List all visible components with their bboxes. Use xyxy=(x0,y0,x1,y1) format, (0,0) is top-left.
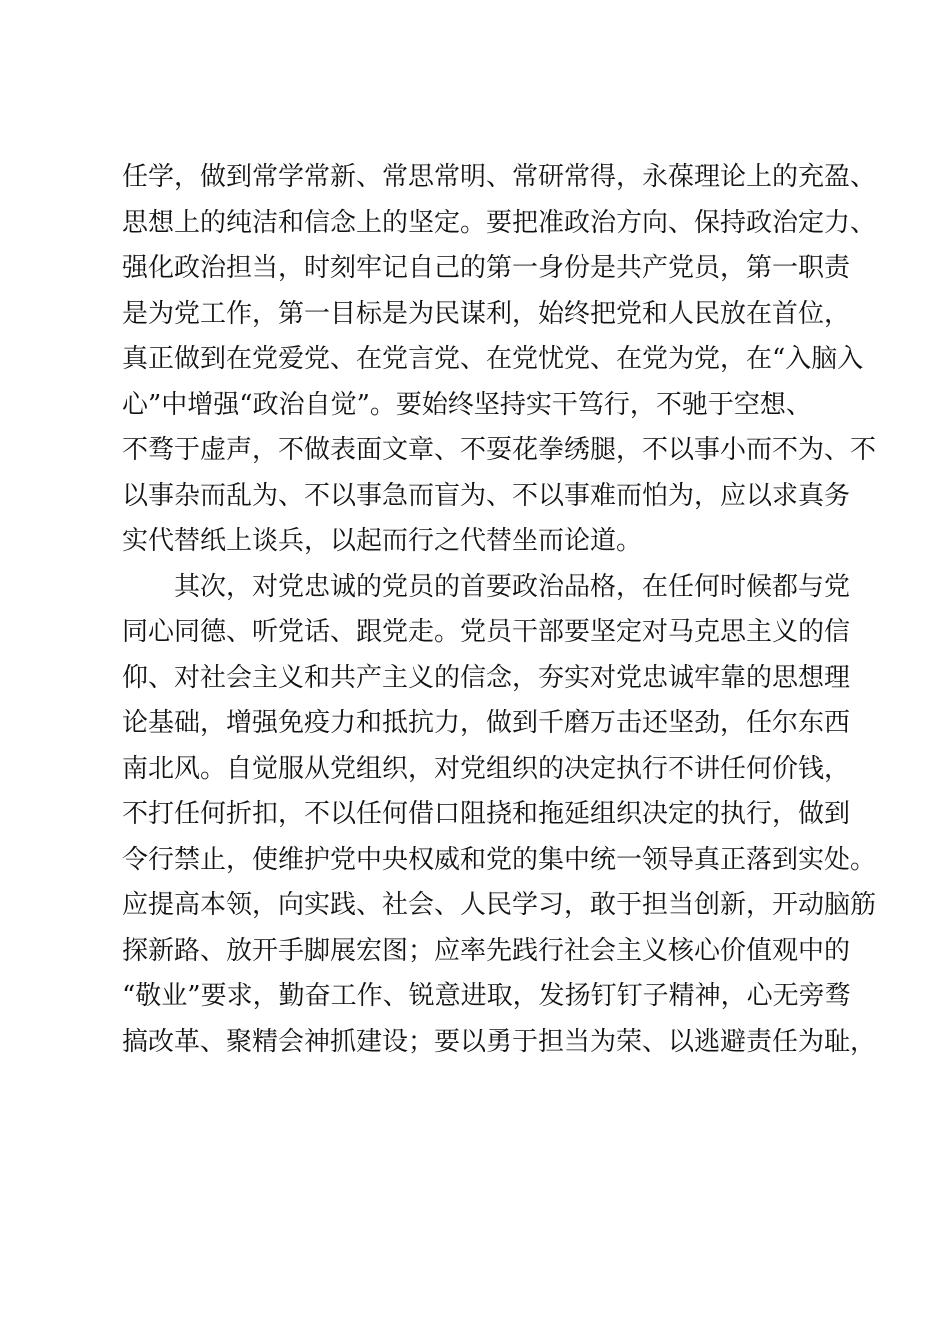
text-line: 不骛于虚声，不做表面文章、不耍花拳绣腿，不以事小而不为、不 xyxy=(122,435,877,465)
text-line: 仰、对社会主义和共产主义的信念，夯实对党忠诚牢靠的思想理 xyxy=(122,662,851,693)
text-line: 不打任何折扣，不以任何借口阻挠和拖延组织决定的执行，做到 xyxy=(122,799,851,829)
text-line: 应提高本领，向实践、社会、人民学习，敢于担当创新，开动脑筋 xyxy=(122,890,877,920)
text-line: 搞改革、聚精会神抓建设；要以勇于担当为荣、以逃避责任为耻， xyxy=(122,1026,877,1057)
text-line: “敬业”要求，勤奋工作、锐意进取，发扬钉钉子精神，心无旁骛 xyxy=(122,981,851,1011)
text-line: 心”中增强“政治自觉”。要始终坚持实干笃行，不驰于空想、 xyxy=(122,389,812,420)
text-line: 真正做到在党爱党、在党言党、在党忧党、在党为党，在“入脑入 xyxy=(122,344,864,374)
paragraph-start-line: 其次，对党忠诚的党员的首要政治品格，在任何时候都与党 xyxy=(174,571,851,602)
text-line: 实代替纸上谈兵，以起而行之代替坐而论道。 xyxy=(122,526,643,556)
text-line: 同心同德、听党话、跟党走。党员干部要坚定对马克思主义的信 xyxy=(122,617,851,647)
text-line: 强化政治担当，时刻牢记自己的第一身份是共产党员，第一职责 xyxy=(122,253,851,283)
text-line: 思想上的纯洁和信念上的坚定。要把准政治方向、保持政治定力、 xyxy=(122,207,877,238)
text-line: 是为党工作，第一目标是为民谋利，始终把党和人民放在首位， xyxy=(122,298,851,329)
text-line: 南北风。自觉服从党组织，对党组织的决定执行不讲任何价钱， xyxy=(122,753,851,784)
text-line: 论基础，增强免疫力和抵抗力，做到千磨万击还坚劲，任尔东西 xyxy=(122,708,851,738)
text-line: 探新路、放开手脚展宏图；应率先践行社会主义核心价值观中的 xyxy=(122,935,851,966)
text-line: 令行禁止，使维护党中央权威和党的集中统一领导真正落到实处。 xyxy=(122,844,877,875)
text-line: 以事杂而乱为、不以事急而盲为、不以事难而怕为，应以求真务 xyxy=(122,480,851,511)
text-line: 任学，做到常学常新、常思常明、常研常得，永葆理论上的充盈、 xyxy=(122,162,877,192)
body-text xyxy=(122,155,877,1065)
